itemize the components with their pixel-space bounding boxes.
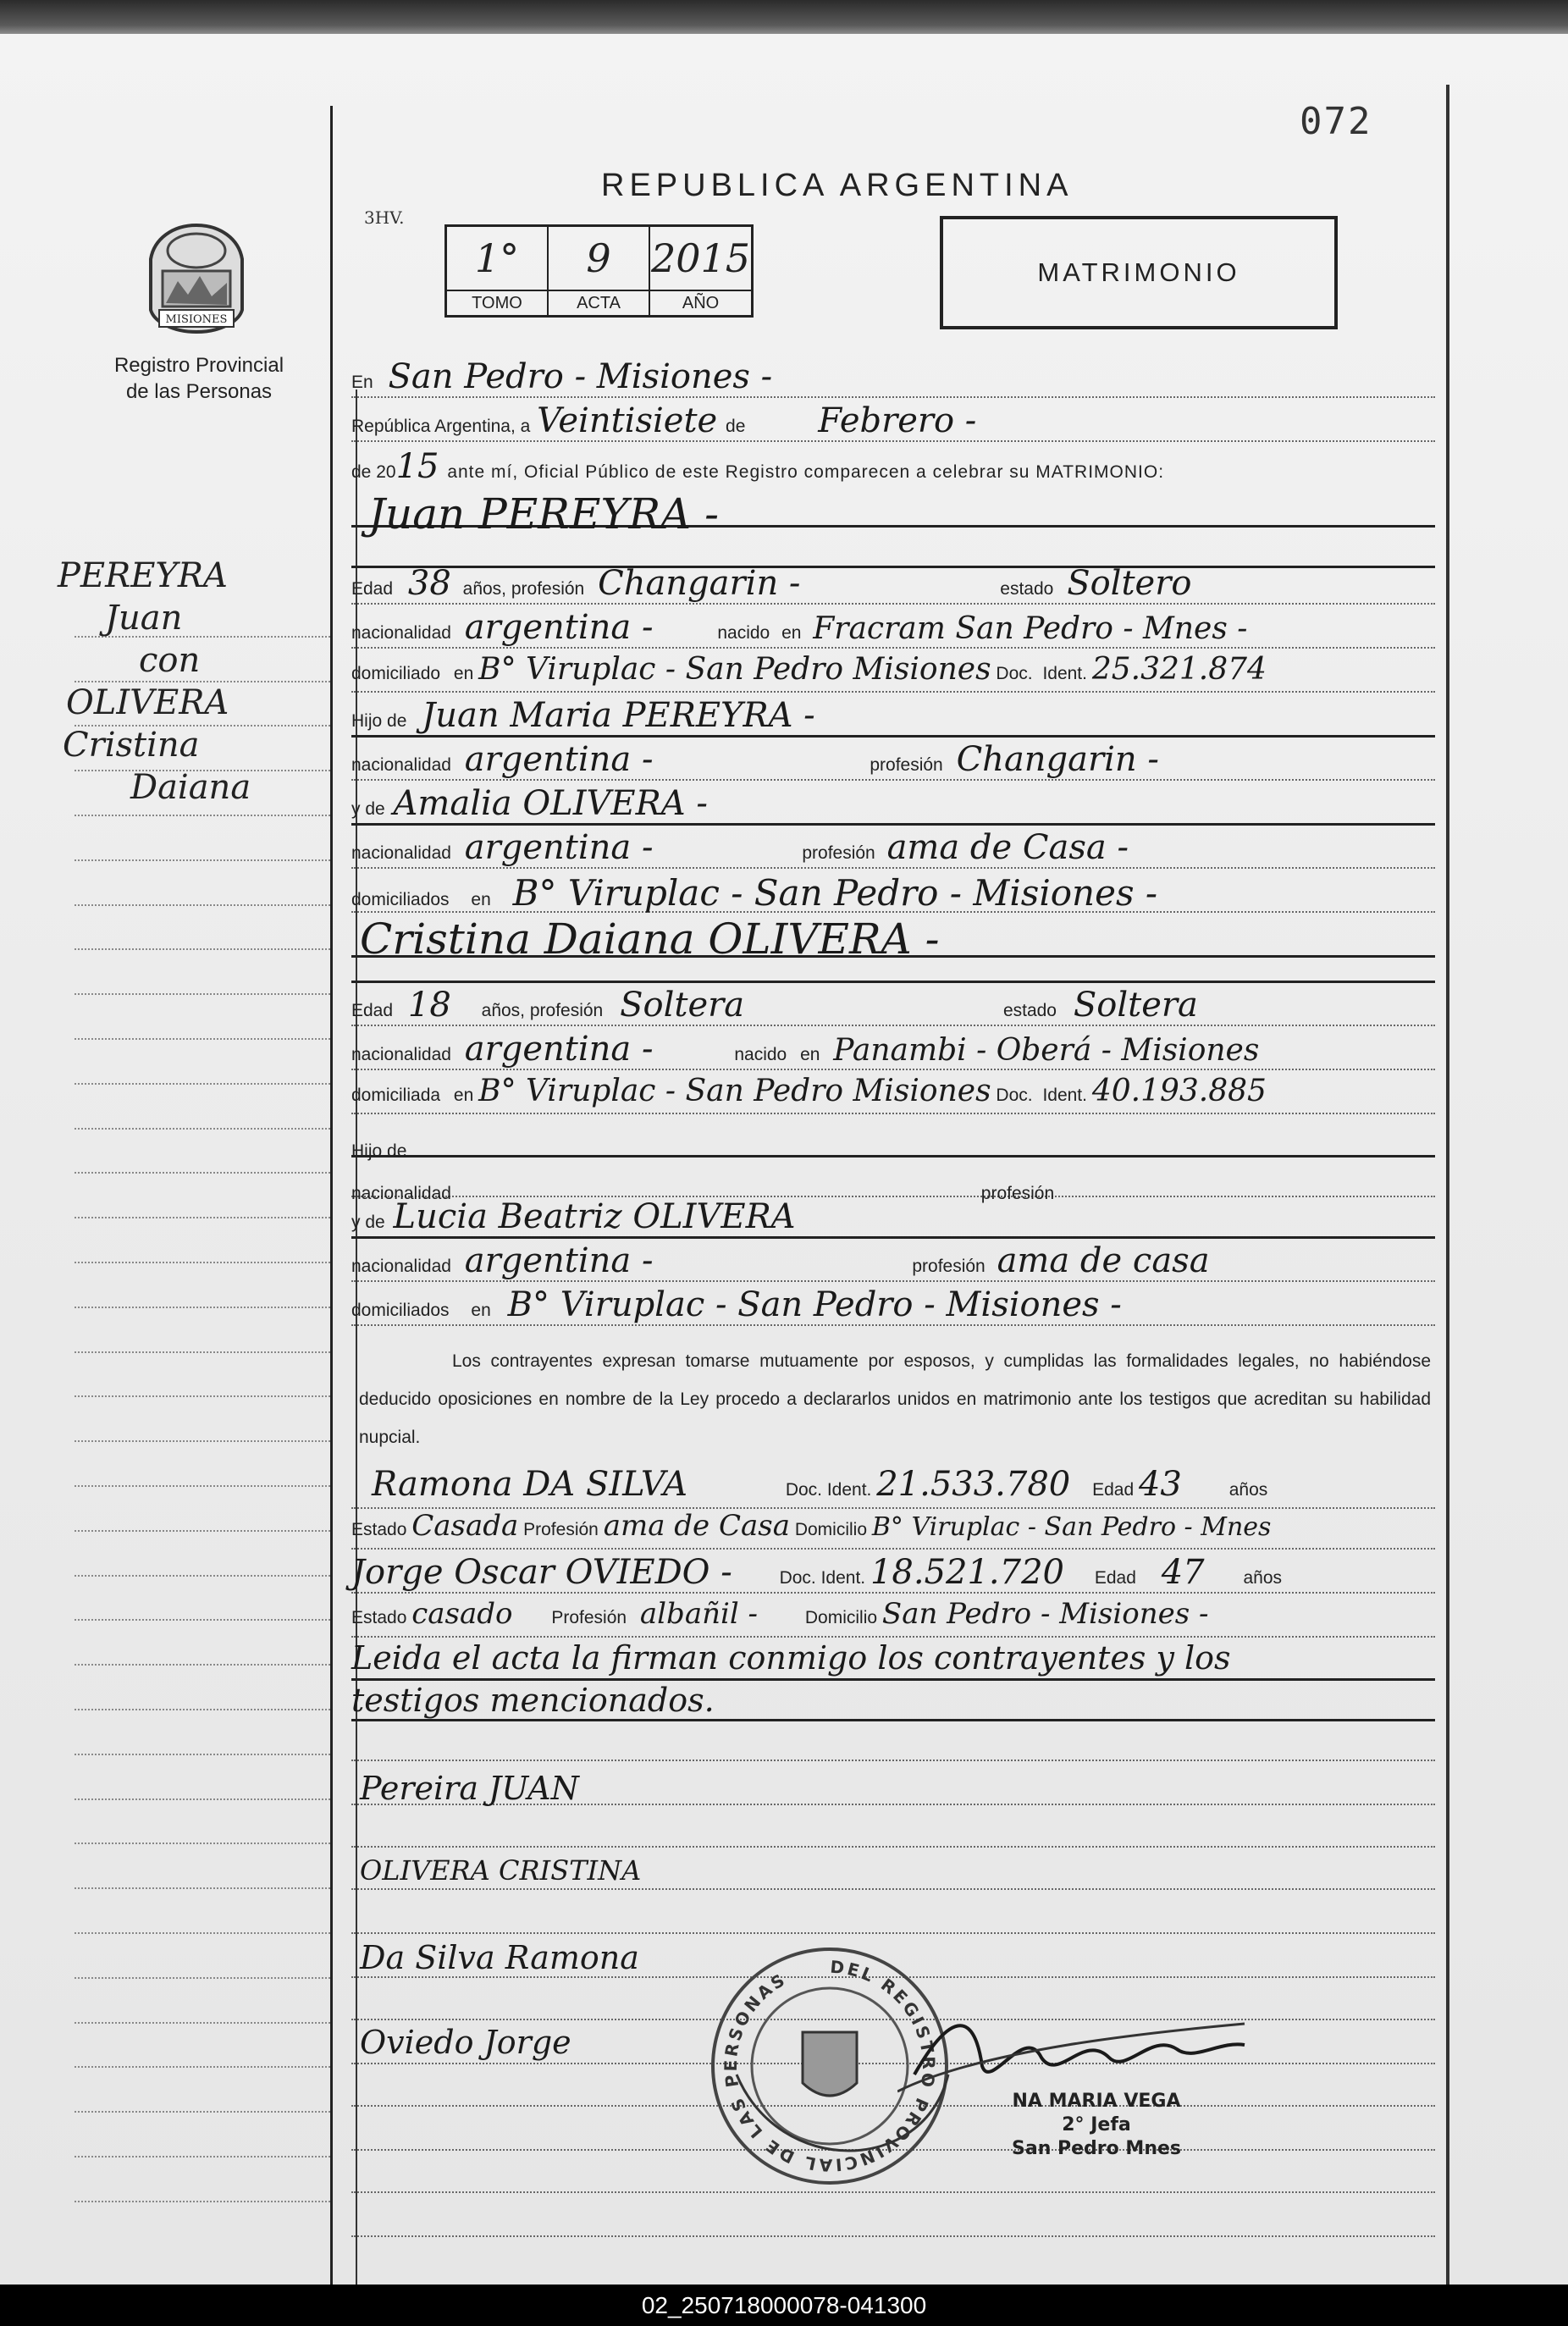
witness-2-status: casado <box>411 1597 513 1631</box>
witness-1-doc: 21.533.780 <box>876 1465 1071 1504</box>
bride-status: Soltera <box>1073 986 1198 1025</box>
witness-2-details-line: Estado casado Profesión albañil - Domicilio San Pedro - Misiones - <box>351 1597 1209 1631</box>
bride-mother-line: y de Lucia Beatriz OLIVERA <box>351 1197 796 1236</box>
acta-label: ACTA <box>548 290 649 317</box>
signature-groom: Pereira JUAN <box>360 1770 579 1807</box>
groom-father: Juan Maria PEREYRA - <box>422 696 815 735</box>
anio-label: AÑO <box>649 290 753 317</box>
official-stamp-name: NA MARIA VEGA <box>1012 2091 1181 2112</box>
groom-nationality-line: nacionalidad argentina - nacido en Fracram San Pedro - Mnes - <box>351 608 1248 647</box>
witness-2-name: Jorge Oscar OVIEDO - <box>351 1553 732 1592</box>
witness-2-domicile: San Pedro - Misiones - <box>881 1597 1209 1631</box>
margin-note-line: con <box>139 641 201 680</box>
official-stamp-role: 2° Jefa <box>1062 2114 1131 2135</box>
groom-domicile: B° Viruplac - San Pedro Misiones <box>478 652 991 687</box>
bride-parents-domicile-line: domiciliados en B° Viruplac - San Pedro - Misiones - <box>351 1285 1122 1324</box>
witness-1-profession: ama de Casa <box>603 1509 790 1543</box>
acta-value: 9 <box>548 226 649 291</box>
margin-note-line: OLIVERA <box>66 683 229 722</box>
witness-2-doc: 18.521.720 <box>870 1553 1064 1592</box>
groom-doc-number: 25.321.874 <box>1091 652 1267 687</box>
groom-status: Soltero <box>1067 564 1192 603</box>
bride-doc-number: 40.193.885 <box>1091 1074 1267 1108</box>
signature-bride: OLIVERA CRISTINA <box>360 1854 642 1887</box>
bride-father-nat-line: nacionalidad profesión <box>351 1184 1055 1203</box>
bride-birthplace: Panambi - Oberá - Misiones <box>833 1033 1260 1068</box>
groom-parents-domicile: B° Viruplac - San Pedro - Misiones - <box>512 872 1158 914</box>
bride-nationality: argentina - <box>464 1030 654 1069</box>
groom-age: 38 <box>407 564 451 603</box>
groom-mother: Amalia OLIVERA - <box>393 784 708 823</box>
groom-name-line <box>351 489 719 539</box>
bride-domicile-line: domiciliada en B° Viruplac - San Pedro Misiones Doc. Ident. 40.193.885 <box>351 1074 1267 1108</box>
tomo-label: TOMO <box>446 290 549 317</box>
document-type-box: MATRIMONIO <box>940 216 1338 329</box>
registry-name <box>85 352 313 405</box>
witness-1-age: 43 <box>1138 1465 1182 1504</box>
bride-mother-profession: ama de casa <box>997 1241 1210 1280</box>
groom-mother-profession: ama de Casa - <box>886 828 1129 867</box>
margin-note-line: Daiana <box>130 768 251 807</box>
frame-line-right <box>1446 85 1449 2316</box>
year-line: de 2015 ante mí, Oficial Público de este Registro comparecen a celebrar su MATRIMONIO: <box>351 447 1165 486</box>
groom-domicile-line: domiciliado en B° Viruplac - San Pedro Misiones Doc. Ident. 25.321.874 <box>351 652 1267 687</box>
groom-father-profession: Changarin - <box>956 740 1159 779</box>
official-stamp-location: San Pedro Mnes <box>1012 2138 1181 2159</box>
margin-ruled-lines <box>75 593 330 2202</box>
witness-1-details-line: Estado Casada Profesión ama de Casa Domicilio B° Viruplac - San Pedro - Mnes <box>351 1509 1272 1543</box>
registry-name-line2: de las Personas <box>125 380 273 403</box>
signature-witness-2: Oviedo Jorge <box>360 2024 571 2061</box>
bride-nationality-line: nacionalidad argentina - nacido en Panambi - Oberá - Misiones <box>351 1030 1260 1069</box>
month-value: Febrero - <box>818 401 977 440</box>
margin-note <box>54 555 342 809</box>
bride-mother-nationality: argentina - <box>464 1241 654 1280</box>
witness-1-domicile: B° Viruplac - San Pedro - Mnes <box>871 1512 1272 1542</box>
registry-name-line1: Registro Provincial <box>113 354 284 377</box>
declaration-paragraph: Los contrayentes expresan tomarse mutuamente por esposos, y cumplidas las formalidades legales, no habiéndose deducido oposiciones en nombre de la Ley procedo a declararlos unidos en matrimonio ante los testigos que acreditan su habilidad nupcial. <box>359 1351 1431 1447</box>
bride-profession: Soltera <box>620 986 745 1025</box>
footer-id: 02_250718000078-041300 <box>0 2285 1568 2326</box>
witness-2-profession: albañil - <box>639 1597 759 1631</box>
margin-note-line: PEREYRA <box>58 556 228 595</box>
groom-father-line: Hijo de Juan Maria PEREYRA - <box>351 696 815 735</box>
bride-mother: Lucia Beatriz OLIVERA <box>393 1197 796 1236</box>
witness-2-line: Jorge Oscar OVIEDO - Doc. Ident. 18.521.720 Edad 47 años <box>351 1553 1283 1592</box>
bride-age: 18 <box>407 986 451 1025</box>
witness-1-status: Casada <box>411 1509 519 1543</box>
day-value: Veintisiete <box>537 401 718 440</box>
seal-label: MISIONES <box>165 313 228 326</box>
groom-mother-nationality: argentina - <box>464 828 654 867</box>
bride-domicile: B° Viruplac - San Pedro Misiones <box>478 1074 991 1108</box>
groom-nationality: argentina - <box>464 608 654 647</box>
anio-value: 2015 <box>649 226 753 291</box>
bride-parents-domicile: B° Viruplac - San Pedro - Misiones - <box>507 1285 1122 1324</box>
groom-father-nat-line: nacionalidad argentina - profesión Changarin - <box>351 740 1159 779</box>
witness-1-name: Ramona DA SILVA <box>372 1465 687 1504</box>
bride-name-line <box>351 914 940 964</box>
country-heading: REPUBLICA ARGENTINA <box>601 168 1074 203</box>
groom-birthplace: Fracram San Pedro - Mnes - <box>813 611 1248 646</box>
margin-note-line: Juan <box>105 599 183 638</box>
witness-2-age: 47 <box>1161 1553 1205 1592</box>
date-line: República Argentina, a Veintisiete de Febrero - <box>351 401 977 440</box>
groom-age-line: Edad 38 años, profesión Changarin - estado Soltero <box>351 564 1192 603</box>
groom-mother-line: y de Amalia OLIVERA - <box>351 784 708 823</box>
groom-parents-domicile-line: domiciliados en B° Viruplac - San Pedro - Misiones - <box>351 872 1158 914</box>
bride-age-line: Edad 18 años, profesión Soltera estado Soltera <box>351 986 1198 1025</box>
closing-line-2: testigos mencionados. <box>351 1682 715 1719</box>
bride-mother-nat-line: nacionalidad argentina - profesión ama de casa <box>351 1241 1210 1280</box>
witness-1-line: Ramona DA SILVA Doc. Ident. 21.533.780 Edad 43 años <box>372 1465 1268 1504</box>
closing-line-1: Leida el acta la firman conmigo los contrayentes y los <box>351 1639 1231 1677</box>
groom-father-nationality: argentina - <box>464 740 654 779</box>
year-value: 15 <box>395 447 439 486</box>
signature-witness-1: Da Silva Ramona <box>360 1939 639 1976</box>
frame-line-left <box>330 106 333 2316</box>
stamp-ring-text: DEL REGISTRO PROVINCIAL DE LAS PERSONAS <box>720 1956 940 2176</box>
groom-mother-nat-line: nacionalidad argentina - profesión ama de Casa - <box>351 828 1129 867</box>
record-number-table <box>444 224 754 318</box>
bride-father-line: Hijo de <box>351 1141 407 1161</box>
sequence-number: 072 <box>1300 100 1372 143</box>
bride-name: Cristina Daiana OLIVERA - <box>360 914 940 964</box>
groom-name: Juan PEREYRA - <box>368 489 719 539</box>
groom-profession: Changarin - <box>598 564 801 603</box>
official-stamp <box>969 2090 1223 2161</box>
tomo-value: 1° <box>446 226 549 291</box>
official-signature-icon <box>897 1998 1253 2100</box>
margin-note-line: Cristina <box>63 726 200 765</box>
place-line: En San Pedro - Misiones - <box>351 357 773 396</box>
province-seal-icon <box>144 222 249 335</box>
margin-annotation: 3HV. <box>364 207 405 228</box>
place-value: San Pedro - Misiones - <box>388 357 773 396</box>
